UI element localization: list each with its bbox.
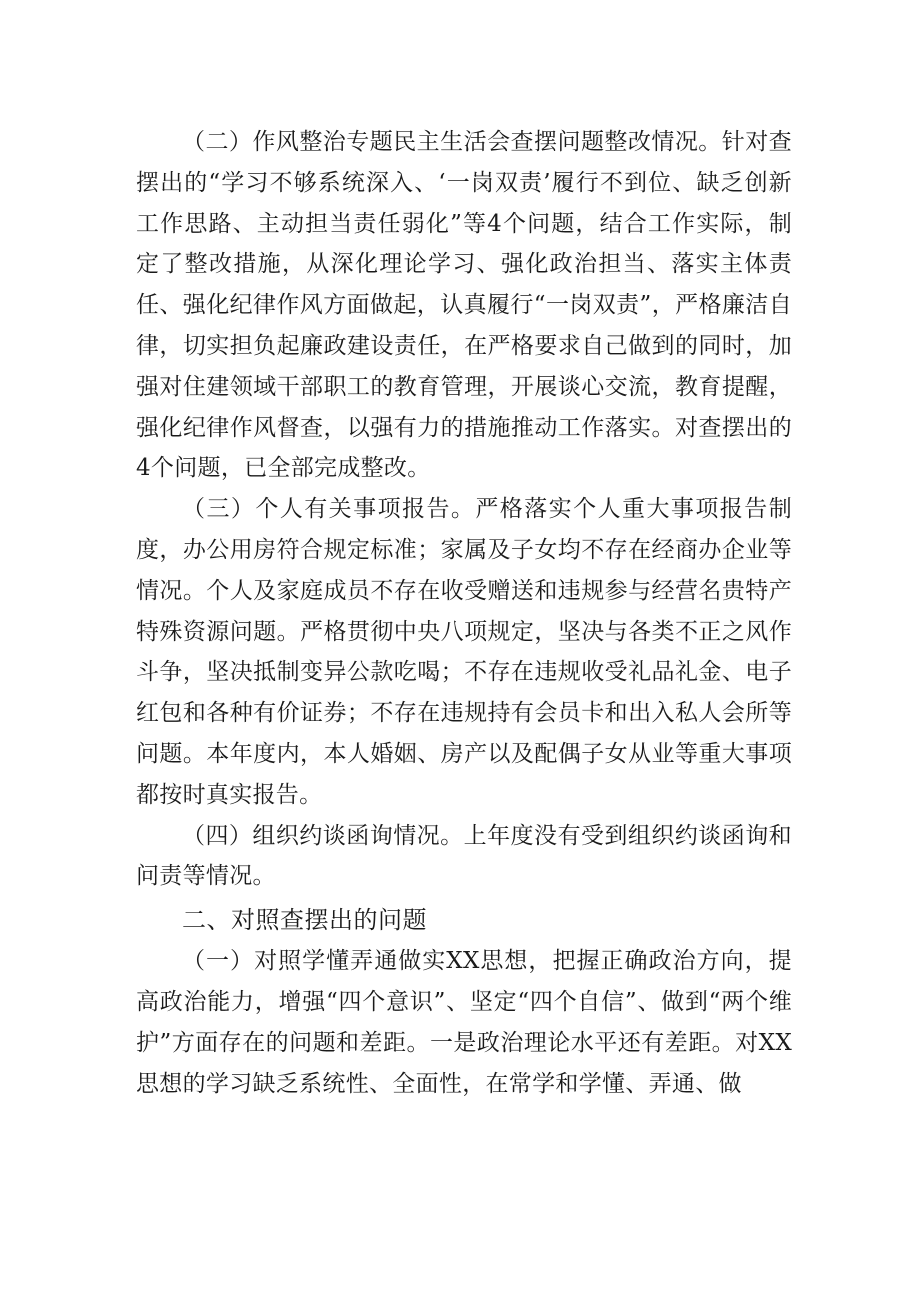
paragraph-interview-inquiry: （四）组织约谈函询情况。上年度没有受到组织约谈函询和问责等情况。 [136, 822, 792, 890]
paragraph-political-direction: （一）对照学懂弄通做实XX思想，把握正确政治方向，提高政治能力，增强“四个意识”、坚定“四个自信”、做到“两个维护”方面存在的问题和差距。一是政治理论水平还有差距。对XX思想的学习缺乏系统性、全面性，在常学和学懂、弄通、做 [136, 948, 792, 1097]
document-body [136, 122, 792, 1104]
section-heading: 二、对照查摆出的问题 [182, 906, 427, 935]
paragraph-personal-matters-report: （三）个人有关事项报告。严格落实个人重大事项报告制度，办公用房符合规定标准；家属及子女均不存在经商办企业等情况。个人及家庭成员不存在收受赠送和违规参与经营名贵特产特殊资源问题。严格贯彻中央八项规定，坚决与各类不正之风作斗争，坚决抵制变异公款吃喝；不存在违规收受礼品礼金、电子红包和各种有价证券；不存在违规持有会员卡和出入私人会所等问题。本年度内，本人婚姻、房产以及配偶子女从业等重大事项都按时真实报告。 [136, 496, 792, 808]
paragraph-rectification-status: （二）作风整治专题民主生活会查摆问题整改情况。针对查摆出的“学习不够系统深入、‘一岗双责’履行不到位、缺乏创新工作思路、主动担当责任弱化”等4个问题，结合工作实际，制定了整改措施，从深化理论学习、强化政治担当、落实主体责任、强化纪律作风方面做起，认真履行“一岗双责”，严格廉洁自律，切实担负起廉政建设责任，在严格要求自己做到的同时，加强对住建领域干部职工的教育管理，开展谈心交流，教育提醒，强化纪律作风督查，以强有力的措施推动工作落实。对查摆出的4个问题，已全部完成整改。 [136, 129, 792, 482]
